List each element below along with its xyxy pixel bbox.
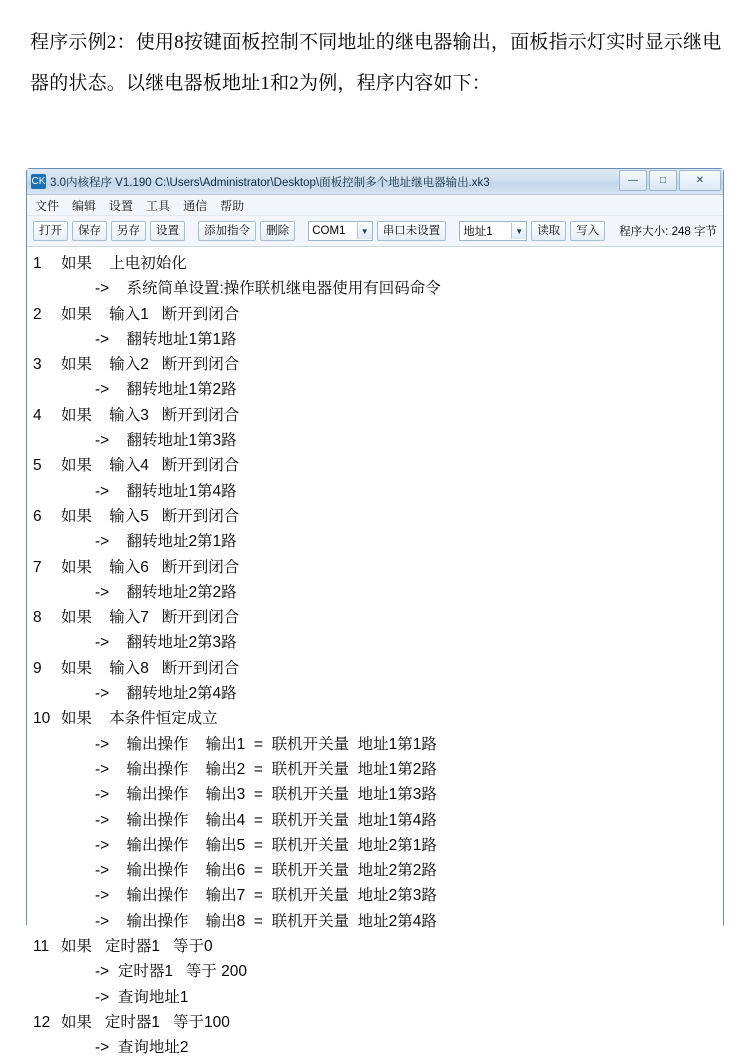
line-number: 6 bbox=[33, 507, 42, 525]
code-line[interactable] bbox=[27, 580, 723, 605]
menu-item-settings[interactable]: 设置 bbox=[109, 198, 134, 213]
code-line[interactable] bbox=[27, 732, 723, 757]
code-line[interactable] bbox=[27, 909, 723, 934]
line-text: 如果 定时器1 等于0 bbox=[61, 938, 213, 956]
line-text: 如果 定时器1 等于100 bbox=[61, 1013, 230, 1031]
com-port-select[interactable] bbox=[308, 221, 373, 241]
code-line[interactable] bbox=[27, 251, 723, 276]
line-text: -> 翻转地址1第2路 bbox=[95, 381, 237, 399]
maximize-icon[interactable]: □ bbox=[649, 170, 677, 191]
settings-button[interactable]: 设置 bbox=[150, 221, 185, 241]
intro-paragraph: 程序示例2：使用8按键面板控制不同地址的继电器输出，面板指示灯实时显示继电器的状态。以继电器板地址1和2为例，程序内容如下： bbox=[30, 32, 722, 94]
line-text: -> 翻转地址1第1路 bbox=[95, 330, 237, 348]
line-text: 如果 上电初始化 bbox=[61, 255, 187, 272]
line-text: 如果 输入3 断开到闭合 bbox=[61, 406, 240, 424]
line-text: -> 翻转地址2第4路 bbox=[95, 685, 237, 703]
chevron-down-icon[interactable]: ▼ bbox=[511, 223, 526, 239]
line-text: -> 查询地址2 bbox=[95, 1039, 189, 1057]
code-line[interactable] bbox=[27, 883, 723, 908]
code-line[interactable] bbox=[27, 833, 723, 858]
line-number: 7 bbox=[33, 558, 42, 576]
line-text: -> 输出操作 输出4 = 联机开关量 地址1第4路 bbox=[95, 811, 437, 829]
chevron-down-icon[interactable]: ▼ bbox=[357, 223, 372, 239]
application-window bbox=[26, 168, 724, 1057]
line-text: -> 翻转地址1第3路 bbox=[95, 432, 237, 450]
line-number: 11 bbox=[33, 938, 50, 956]
line-text: -> 翻转地址2第1路 bbox=[95, 533, 237, 551]
code-line[interactable] bbox=[27, 808, 723, 833]
line-text: -> 输出操作 输出5 = 联机开关量 地址2第1路 bbox=[95, 836, 437, 854]
toolbar bbox=[27, 216, 723, 247]
program-code-area[interactable] bbox=[27, 247, 723, 1057]
address-select[interactable] bbox=[459, 221, 527, 241]
code-line[interactable] bbox=[27, 959, 723, 984]
line-text: 如果 输入7 断开到闭合 bbox=[61, 609, 240, 627]
minimize-icon[interactable]: — bbox=[619, 170, 647, 191]
line-number: 2 bbox=[33, 305, 42, 323]
line-text: 如果 输入6 断开到闭合 bbox=[61, 558, 240, 576]
line-text: 如果 输入8 断开到闭合 bbox=[61, 659, 240, 677]
menu-bar bbox=[27, 195, 723, 216]
line-text: -> 查询地址1 bbox=[95, 988, 189, 1006]
address-value: 地址1 bbox=[463, 226, 493, 238]
menu-item-communication[interactable]: 通信 bbox=[183, 198, 208, 213]
window-controls bbox=[619, 170, 721, 191]
line-text: -> 输出操作 输出3 = 联机开关量 地址1第3路 bbox=[95, 786, 437, 804]
line-text: -> 输出操作 输出7 = 联机开关量 地址2第3路 bbox=[95, 887, 437, 905]
open-button[interactable]: 打开 bbox=[33, 221, 68, 241]
code-line[interactable] bbox=[27, 428, 723, 453]
line-text: -> 翻转地址1第4路 bbox=[95, 482, 237, 500]
close-icon[interactable]: ✕ bbox=[679, 170, 721, 191]
line-number: 8 bbox=[33, 609, 42, 627]
code-line[interactable] bbox=[27, 1035, 723, 1060]
menu-item-file[interactable]: 文件 bbox=[35, 198, 60, 213]
program-size-value: 248 字节 bbox=[671, 226, 717, 238]
com-port-value: COM1 bbox=[312, 225, 346, 237]
menu-item-help[interactable]: 帮助 bbox=[220, 198, 245, 213]
code-line[interactable] bbox=[27, 403, 723, 428]
code-line[interactable] bbox=[27, 681, 723, 706]
line-text: 如果 本条件恒定成立 bbox=[61, 710, 218, 728]
code-line[interactable] bbox=[27, 605, 723, 630]
window-title: 3.0内核程序 V1.190 C:\Users\Administrator\Desktop\面板控制多个地址继电器输出.xk3 bbox=[50, 176, 490, 189]
code-line[interactable] bbox=[27, 276, 723, 301]
code-line[interactable] bbox=[27, 985, 723, 1010]
line-number: 3 bbox=[33, 356, 42, 374]
port-status-button[interactable]: 串口未设置 bbox=[377, 221, 447, 241]
code-line[interactable] bbox=[27, 327, 723, 352]
code-line[interactable] bbox=[27, 782, 723, 807]
line-text: 如果 输入5 断开到闭合 bbox=[61, 507, 240, 525]
write-button[interactable]: 写入 bbox=[570, 221, 605, 241]
program-size-label: 程序大小: bbox=[619, 226, 669, 238]
line-number: 12 bbox=[33, 1013, 51, 1031]
line-text: -> 定时器1 等于 200 bbox=[95, 963, 248, 981]
code-line[interactable] bbox=[27, 555, 723, 580]
add-instruction-button[interactable]: 添加指令 bbox=[198, 221, 256, 241]
code-line[interactable] bbox=[27, 479, 723, 504]
line-number: 5 bbox=[33, 457, 42, 475]
line-number: 9 bbox=[33, 659, 42, 677]
menu-item-tools[interactable]: 工具 bbox=[146, 198, 171, 213]
code-line[interactable] bbox=[27, 934, 723, 959]
save-as-button[interactable]: 另存 bbox=[111, 221, 146, 241]
line-text: -> 输出操作 输出2 = 联机开关量 地址1第2路 bbox=[95, 760, 437, 778]
code-line[interactable] bbox=[27, 504, 723, 529]
line-number: 1 bbox=[33, 255, 42, 272]
line-number: 4 bbox=[33, 406, 42, 424]
line-text: -> 输出操作 输出1 = 联机开关量 地址1第1路 bbox=[95, 735, 437, 753]
code-line[interactable] bbox=[27, 858, 723, 883]
line-text: 如果 输入4 断开到闭合 bbox=[61, 457, 240, 475]
code-line[interactable] bbox=[27, 352, 723, 377]
line-text: -> 翻转地址2第2路 bbox=[95, 583, 237, 601]
code-line[interactable] bbox=[27, 706, 723, 731]
line-number: 10 bbox=[33, 710, 51, 728]
window-titlebar bbox=[27, 169, 723, 195]
read-button[interactable]: 读取 bbox=[531, 221, 566, 241]
delete-button[interactable]: 删除 bbox=[260, 221, 295, 241]
code-line[interactable] bbox=[27, 1010, 723, 1035]
menu-item-edit[interactable]: 编辑 bbox=[72, 198, 97, 213]
code-line[interactable] bbox=[27, 377, 723, 402]
line-text: -> 系统简单设置:操作联机继电器使用有回码命令 bbox=[95, 280, 441, 298]
code-line[interactable] bbox=[27, 529, 723, 554]
code-line[interactable] bbox=[27, 757, 723, 782]
app-logo-icon: CK bbox=[31, 176, 46, 187]
code-line[interactable] bbox=[27, 453, 723, 478]
code-line[interactable] bbox=[27, 656, 723, 681]
code-line[interactable] bbox=[27, 630, 723, 655]
line-text: -> 输出操作 输出6 = 联机开关量 地址2第2路 bbox=[95, 862, 437, 880]
save-button[interactable]: 保存 bbox=[72, 221, 107, 241]
line-text: 如果 输入2 断开到闭合 bbox=[61, 356, 240, 374]
line-text: -> 输出操作 输出8 = 联机开关量 地址2第4路 bbox=[95, 912, 437, 930]
line-text: -> 翻转地址2第3路 bbox=[95, 634, 237, 652]
code-line[interactable] bbox=[27, 302, 723, 327]
program-size-status bbox=[619, 223, 717, 239]
line-text: 如果 输入1 断开到闭合 bbox=[61, 305, 240, 323]
